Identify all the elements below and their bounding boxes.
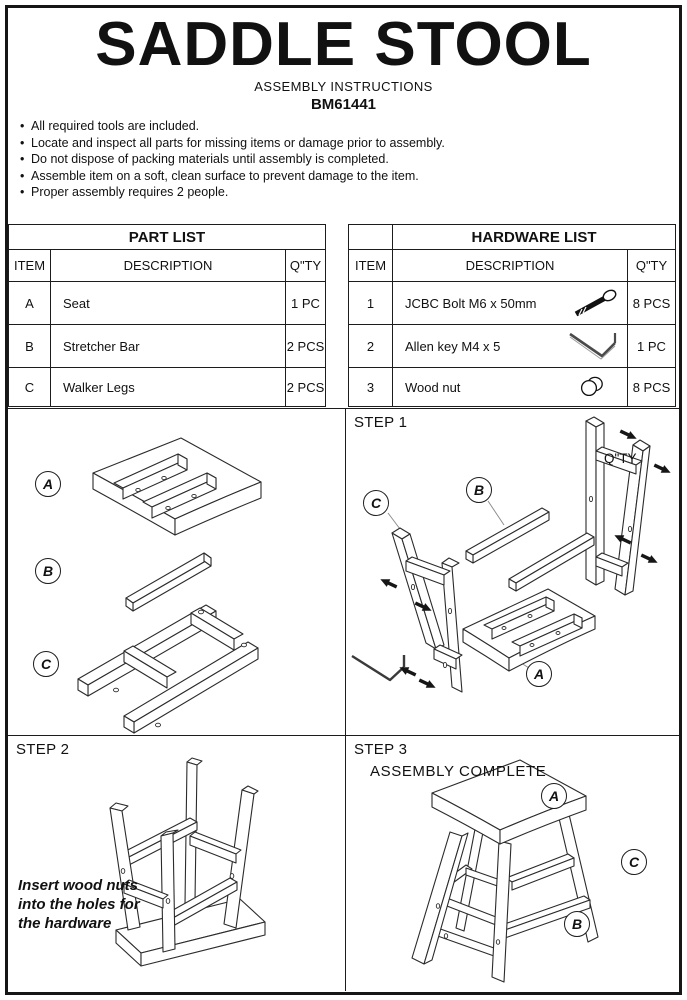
note-item: • Do not dispose of packing materials until assembly is completed. xyxy=(20,152,389,167)
step2-note: Insert wood nuts into the holes for the hardware xyxy=(18,877,140,933)
callout-b: B xyxy=(466,477,492,503)
hardware-item: 1 xyxy=(349,282,393,325)
table-row xyxy=(9,368,326,407)
assembly-complete-text: ASSEMBLY COMPLETE xyxy=(370,763,547,780)
note-item: • All required tools are included. xyxy=(20,119,200,133)
callout-a: A xyxy=(541,783,567,809)
callout-a: A xyxy=(35,471,61,497)
table-row xyxy=(9,282,326,325)
step2-inverted-stool xyxy=(110,758,265,966)
part-list-title: PART LIST xyxy=(9,225,326,250)
part-description: Walker Legs xyxy=(51,368,286,407)
step3-complete-stool xyxy=(412,760,598,982)
hardware-list-table xyxy=(348,224,676,407)
bullet-icon: • xyxy=(20,152,25,167)
part-item: C xyxy=(9,368,51,407)
diagram-grid xyxy=(8,408,679,991)
step2-diagram xyxy=(8,736,346,989)
column-header-item: ITEM xyxy=(9,250,51,282)
hardware-description: JCBC Bolt M6 x 50mm xyxy=(393,282,628,325)
column-header-qty: Q"TY xyxy=(628,250,676,282)
hardware-description: Wood nut xyxy=(393,368,628,407)
note-item: • Proper assembly requires 2 people. xyxy=(20,185,229,200)
column-header-description: DESCRIPTION xyxy=(51,250,286,282)
hardware-qty: 8 PCS xyxy=(628,368,676,407)
hardware-item: 3 xyxy=(349,368,393,407)
table-row xyxy=(9,325,326,368)
note-item: • Assemble item on a soft, clean surface to prevent damage to the item. xyxy=(20,168,419,183)
note-item: • Locate and inspect all parts for missing items or damage prior to assembly. xyxy=(20,135,445,150)
seat-part-drawing xyxy=(93,438,261,535)
callout-b: B xyxy=(564,911,590,937)
column-header-qty: Q"TY xyxy=(286,250,326,282)
qty-artifact-text: Q"TY xyxy=(604,451,637,466)
table-row xyxy=(349,282,676,325)
callout-a: A xyxy=(526,661,552,687)
step1-label: STEP 1 xyxy=(354,414,408,431)
hardware-qty: 8 PCS xyxy=(628,282,676,325)
step1-seat xyxy=(463,589,595,671)
hardware-title-spacer xyxy=(349,225,393,250)
bullet-icon: • xyxy=(20,185,25,200)
callout-c: C xyxy=(621,849,647,875)
page-title: SADDLE STOOL xyxy=(95,10,592,79)
table-row xyxy=(349,325,676,368)
model-number: BM61441 xyxy=(310,96,377,113)
step1-panel xyxy=(346,409,679,736)
hardware-description: Allen key M4 x 5 xyxy=(393,325,628,368)
column-header-description: DESCRIPTION xyxy=(393,250,628,282)
walker-legs-part-drawing xyxy=(78,605,258,733)
callout-c: C xyxy=(33,651,59,677)
callout-b: B xyxy=(35,558,61,584)
wood-nut-icon xyxy=(579,375,605,399)
bolt-icon xyxy=(569,287,619,319)
header xyxy=(10,10,677,113)
part-description: Stretcher Bar xyxy=(51,325,286,368)
parts-panel xyxy=(8,409,346,736)
step1-right-leg-frame xyxy=(586,417,650,595)
notes-list xyxy=(20,118,660,201)
hardware-list-title: HARDWARE LIST xyxy=(393,225,676,250)
step2-label: STEP 2 xyxy=(16,741,70,758)
table-row xyxy=(349,368,676,407)
part-qty: 2 PCS xyxy=(286,368,326,407)
callout-c: C xyxy=(363,490,389,516)
allen-key-icon xyxy=(567,328,619,364)
bullet-icon: • xyxy=(20,119,25,133)
hardware-qty: 1 PC xyxy=(628,325,676,368)
part-qty: 1 PC xyxy=(286,282,326,325)
step1-allen-key-drawing xyxy=(352,655,404,680)
part-description: Seat xyxy=(51,282,286,325)
hardware-item: 2 xyxy=(349,325,393,368)
part-list-table xyxy=(8,224,326,407)
step3-panel xyxy=(346,736,679,991)
step3-label: STEP 3 xyxy=(354,741,408,758)
column-header-item: ITEM xyxy=(349,250,393,282)
bullet-icon: • xyxy=(20,135,25,150)
part-qty: 2 PCS xyxy=(286,325,326,368)
subtitle: ASSEMBLY INSTRUCTIONS xyxy=(254,79,433,94)
stretcher-part-drawing xyxy=(126,553,211,611)
bullet-icon: • xyxy=(20,168,25,183)
part-item: A xyxy=(9,282,51,325)
step1-stretcher-bars xyxy=(466,508,594,591)
part-item: B xyxy=(9,325,51,368)
step2-panel xyxy=(8,736,346,991)
